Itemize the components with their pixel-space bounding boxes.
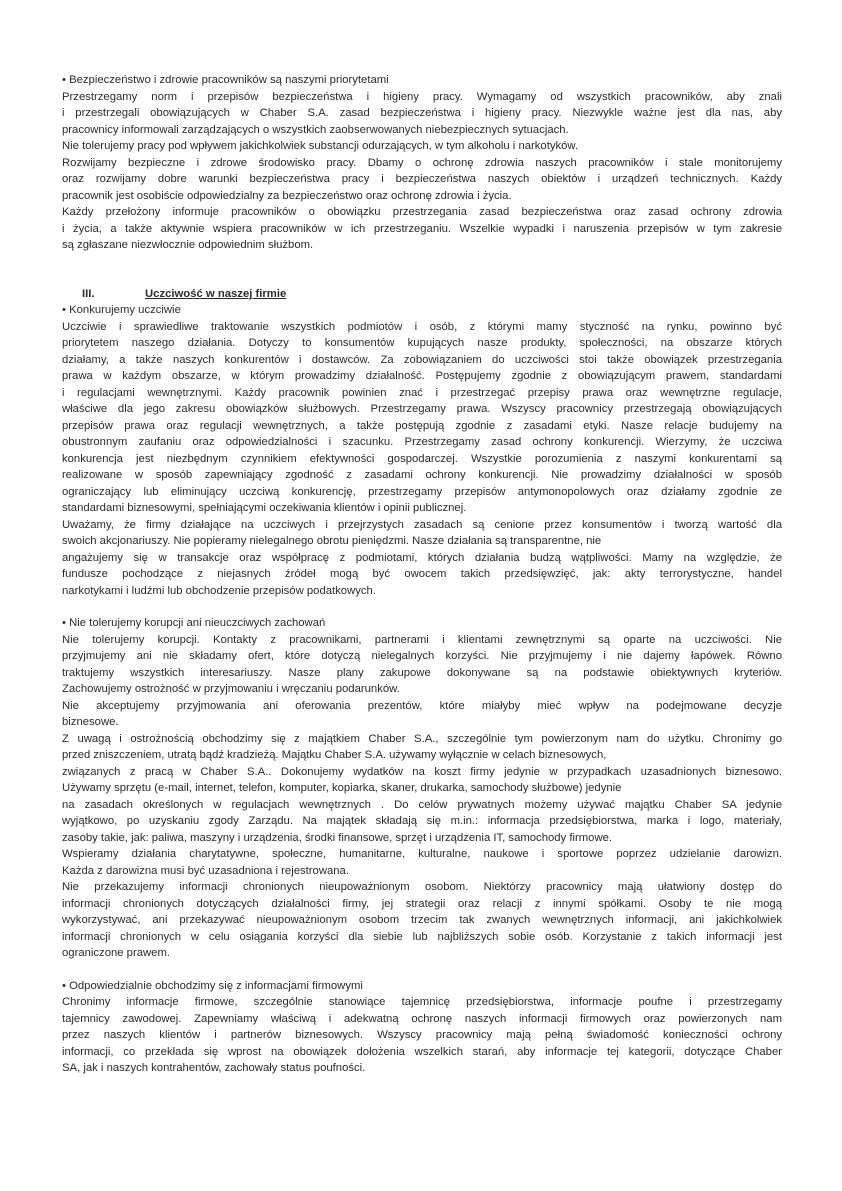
document-page (62, 72, 782, 1077)
text-line: konkurencja jest niezbędnym czynnikiem efektywności gospodarczej. Wszystkie porozumienia z naszymi konkurentami są (62, 452, 782, 465)
text-line: prawa w każdym obszarze, w którym prowadzimy działalność. Postępujemy zgodnie z obowiązującym prawem, standardami (62, 370, 782, 382)
text-line: obustronnym zaufaniu oraz odpowiedzialności i szacunku. Przestrzegamy zasad ochrony konkurencji. Wierzymy, że uczciwa (62, 436, 782, 448)
corruption-section (62, 615, 782, 962)
text-line: przez naszych klientów i partnerów biznesowych. Wszyscy pracownicy mają pełną świadomość konieczności ochrony (62, 1029, 782, 1041)
section-number: III. (82, 287, 95, 300)
text-line: traktujemy wszystkich interesariuszy. Nasze plany zakupowe dokonywane są na podstawie obiektywnych kryteriów. (62, 666, 782, 679)
text-line: wykorzystywać, ani przekazywać nieupoważnionym osobom trzecim tak zwanych wewnętrznych informacji, ani jakichkolwiek (62, 914, 782, 926)
text-line: informacji chronionych w celu osiągania korzyści dla siebie lub najbliższych sobie osób. Korzystanie z takich informacji jest (62, 930, 782, 943)
text-line: zasoby takie, jak: paliwa, maszyny i urządzenia, środki finansowe, sprzęt i urządzenia IT, samochody firmowe. (62, 831, 613, 844)
text-line: i regulacjami wewnętrznymi. Każdy pracownik powinien znać i przestrzegać przepisy prawa oraz wewnętrzne regulacje, (62, 386, 782, 399)
information-section (62, 978, 782, 1077)
text-line: Używamy sprzętu (e-mail, internet, telefon, komputer, kopiarka, skaner, drukarka, samochody służbowe) jedynie (62, 782, 622, 794)
text-line: informacji chronionych dotyczących działalności firmy, jej strategii oraz relacji z innymi spółkami. Osoby te nie mogą (62, 897, 782, 910)
text-line: angażujemy się w transakcje oraz współpracę z podmiotami, których działania budzą wątpliwości. Mamy na względzie, że (62, 551, 782, 564)
text-line: narkotykami i ludźmi lub obchodzenie przepisów podatkowych. (62, 584, 376, 597)
text-line: Nie akceptujemy przyjmowania ani oferowania prezentów, które miałyby mieć wpływ na podejmowane decyzje (62, 699, 782, 712)
corruption-paragraph (62, 632, 782, 962)
text-line: informacji, co przekłada się wprost na obowiązek dołożenia wszelkich starań, aby informacje tej kategorii, dotyczące Chaber (62, 1045, 782, 1058)
honesty-paragraph (62, 319, 782, 600)
text-line: na zasadach określonych w regulacjach wewnętrznych . Do celów prywatnych możemy używać majątku Chaber SA jedynie (62, 798, 782, 811)
text-line: Uważamy, że firmy działające na uczciwych i przejrzystych zasadach są cenione przez konsumentów i tworzą wartość dla (62, 518, 782, 531)
text-line: pracownik jest osobiście odpowiedzialny za bezpieczeństwo oraz ochronę zdrowia i życia. (62, 189, 512, 202)
text-line: swoich akcjonariuszy. Nie popieramy nielegalnego obrotu pieniędzmi. Nasze działania są transparentne, nie (62, 535, 602, 547)
text-line: priorytetem naszego działania. Dotyczy to konsumentów kupujących nasze produkty, społeczności, na obszarze których (62, 337, 782, 349)
safety-section (62, 72, 782, 254)
text-line: przyjmujemy ani nie składamy ofert, które dotyczą nielegalnych korzyści. Nie przyjmujemy i nie dajemy łapówek. Równo (62, 650, 782, 662)
text-line: oraz rozwijamy dobre warunki bezpieczeństwa pracy i bezpieczeństwa naszych obiektów i urządzeń technicznych. Każdy (62, 173, 782, 185)
corruption-bullet: • Nie tolerujemy korupcji ani nieuczciwych zachowań (62, 617, 326, 629)
text-line: Z uwagą i ostrożnością obchodzimy się z majątkiem Chaber S.A., szczególnie tym powierzonym nam do użytku. Chronimy go (62, 732, 782, 745)
text-line: Nie tolerujemy pracy pod wpływem jakichkolwiek substancji odurzających, w tym alkoholu i narkotyków. (62, 140, 579, 152)
text-line: Nie przekazujemy informacji chronionych nieupoważnionym osobom. Niektórzy pracownicy mają ułatwiony dostęp do (62, 881, 782, 893)
text-line: są zgłaszane niezwłocznie odpowiednim służbom. (62, 239, 314, 251)
text-line: Każda z darowizna musi być uzasadniona i rejestrowana. (62, 864, 349, 877)
text-line: związanych z pracą w Chaber S.A.. Dokonujemy wydatków na koszt firmy jedynie w przypadkach uzasadnionych biznesowo. (62, 765, 782, 778)
text-line: przed zniszczeniem, utratą bądź kradzieżą. Majątku Chaber S.A. używamy wyłącznie w celach biznesowych, (62, 749, 607, 761)
honesty-section (62, 286, 782, 600)
honesty-bullet: • Konkurujemy uczciwie (62, 304, 181, 316)
text-line: biznesowe. (62, 716, 119, 728)
text-line: SA, jak i naszych kontrahentów, zachowały status poufności. (62, 1062, 366, 1074)
information-bullet: • Odpowiedzialnie obchodzimy się z informacjami firmowymi (62, 979, 363, 992)
text-line: Uczciwie i sprawiedliwe traktowanie wszystkich podmiotów i osób, z którymi mamy styczność na rynku, powinno być (62, 320, 782, 333)
safety-paragraph (62, 89, 782, 254)
text-line: Nie tolerujemy korupcji. Kontakty z pracownikami, partnerami i klientami zewnętrznymi są oparte na uczciwości. Nie (62, 633, 782, 646)
text-line: Wspieramy działania charytatywne, społeczne, humanitarne, kulturalne, naukowe i sportowe poprzez udzielanie darowizn. (62, 848, 782, 860)
safety-bullet: • Bezpieczeństwo i zdrowie pracowników są naszymi priorytetami (62, 74, 389, 86)
text-line: Rozwijamy bezpieczne i zdrowe środowisko pracy. Dbamy o ochronę zdrowia naszych pracowników i stale monitorujemy (62, 156, 782, 169)
text-line: fundusze pochodzące z niejasnych źródeł mogą być owocem takich przedsięwzięć, jak: akty terrorystyczne, handel (62, 568, 782, 580)
text-line: standardami biznesowymi, spełniającymi oczekiwania klientów i opinii publicznej. (62, 502, 467, 514)
text-line: wyjątkowo, po uzyskaniu zgody Zarządu. Na majątek składają się m.in.: informacja przedsiębiorstwa, marka i logo, materiały, (62, 815, 782, 827)
text-line: Chronimy informacje firmowe, szczególnie stanowiące tajemnicę przedsiębiorstwa, informacje poufne i przestrzegamy (62, 996, 782, 1008)
text-line: ograniczone prawem. (62, 947, 171, 959)
text-line: i życia, a także aktywnie wspiera pracowników w ich przestrzeganiu. Wszelkie wypadki i naruszenia przepisów w tym zakresie (62, 222, 782, 235)
text-line: Przestrzegamy norm i przepisów bezpieczeństwa i higieny pracy. Wymagamy od wszystkich pracowników, aby znali (62, 90, 782, 103)
text-line: pracownicy informowali zarządzających o wszystkich zaobserwowanych niebezpiecznych sytuacjach. (62, 123, 569, 136)
text-line: właściwe dla jego zakresu obowiązków służbowych. Przestrzegamy prawa. Wszyscy pracownicy przestrzegają obowiązujących (62, 403, 782, 415)
text-line: tajemnicy zawodowej. Zapewniamy właściwą i adekwatną ochronę naszych informacji firmowych oraz powierzonych nam (62, 1012, 782, 1025)
section-title: Uczciwość w naszej firmie (145, 287, 287, 300)
information-paragraph (62, 994, 782, 1077)
text-line: realizowane w sposób zapewniający zgodność z zasadami ochrony konkurencji. Nie prowadzimy działalności w sposób (62, 469, 782, 481)
text-line: ograniczający lub eliminujący uczciwą konkurencję, przestrzegamy przepisów antymonopolowych oraz działamy zgodnie ze (62, 485, 782, 498)
text-line: Każdy przełożony informuje pracowników o obowiązku przestrzegania zasad bezpieczeństwa oraz zasad ochrony zdrowia (62, 206, 782, 218)
section-heading (62, 286, 782, 303)
text-line: przepisów prawa oraz regulacji wewnętrznych, a także postępują zgodnie z zasadami etyki. Nasze relacje budujemy na (62, 419, 782, 432)
text-line: i przestrzegali obowiązujących w Chaber S.A. zasad bezpieczeństwa i higieny pracy. Niezwykle ważne jest dla nas, aby (62, 107, 782, 119)
text-line: Zachowujemy ostrożność w przyjmowaniu i wręczaniu podarunków. (62, 683, 400, 695)
text-line: działamy, a także naszych konkurentów i dostawców. Za zobowiązaniem do uczciwości stoi także obowiązek przestrzegania (62, 353, 782, 366)
